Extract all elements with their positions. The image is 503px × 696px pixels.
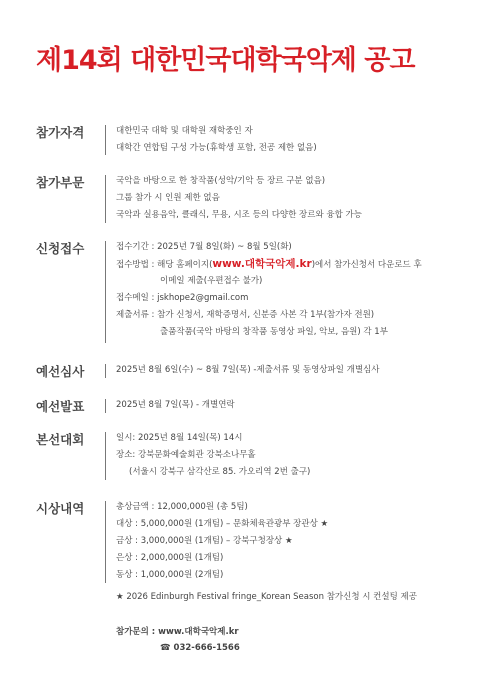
section-label: 시상내역 (36, 501, 85, 516)
text-line: 그룹 참가 시 인원 제한 없음 (116, 193, 220, 203)
divider (105, 241, 106, 343)
application-docs: 제출서류 : 참가 신청서, 재학증명서, 신분증 사본 각 1부(참가자 전원) (116, 310, 375, 320)
section-content (116, 239, 422, 341)
section-label: 본선대회 (36, 432, 85, 447)
event-address: (서울시 강북구 삼각산로 85. 가오리역 2번 출구) (129, 467, 311, 477)
section-label: 예선발표 (36, 399, 85, 414)
method-suffix: )에서 참가신청서 다운로드 후 (311, 260, 422, 270)
section-label: 참가부문 (36, 175, 85, 190)
section-label: 참가자격 (36, 125, 85, 140)
homepage-link[interactable]: www.대학국악제.kr (212, 258, 312, 270)
application-period: 접수기간 : 2025년 7월 8일(화) ~ 8월 5일(화) (116, 242, 292, 252)
contact-phone[interactable]: ☎ 032-666-1566 (160, 643, 240, 653)
text-line: 국악과 실용음악, 클래식, 무용, 시조 등의 다양한 장르와 융합 가능 (116, 210, 362, 220)
event-venue: 장소: 강북문화예술회관 강북소나무홀 (116, 450, 256, 460)
application-method-2: 이메일 제출(우편접수 불가) (160, 276, 263, 286)
divider (105, 175, 106, 223)
section-content (116, 499, 328, 584)
event-date: 일시: 2025년 8월 14일(목) 14시 (116, 433, 243, 443)
section-content (116, 123, 317, 157)
fringe-note: ★ 2026 Edinburgh Festival fringe_Korean Season 참가신청 시 컨설팅 제공 (116, 592, 417, 602)
section-content (116, 362, 379, 379)
award-line: 대상 : 5,000,000원 (1개팀) – 문화체육관광부 장관상 ★ (116, 519, 329, 529)
award-line: 동상 : 1,000,000원 (2개팀) (116, 570, 224, 580)
section-label: 신청접수 (36, 241, 85, 256)
section-content (116, 430, 310, 481)
divider (105, 432, 106, 480)
text-line: 2025년 8월 6일(수) ~ 8월 7일(목) -제출서류 및 동영상파일 개별심사 (116, 365, 380, 375)
application-method (116, 256, 422, 273)
divider (105, 125, 106, 155)
application-email: 접수메일 : jskhope2@gmail.com (116, 293, 249, 303)
section-content (116, 397, 235, 414)
page-title: 제14회 대한민국대학국악제 공고 (36, 45, 415, 76)
divider (105, 364, 106, 378)
text-line: 2025년 8월 7일(목) - 개별연락 (116, 400, 235, 410)
section-content (116, 173, 362, 224)
award-line: 은상 : 2,000,000원 (1개팀) (116, 553, 224, 563)
divider (105, 399, 106, 413)
text-line: 대한민국 대학 및 대학원 재학중인 자 (116, 126, 253, 136)
award-line: 총상금액 : 12,000,000원 (총 5팀) (116, 502, 248, 512)
method-prefix: 접수방법 : 해당 홈페이지( (116, 260, 213, 270)
divider (105, 501, 106, 583)
contact-inquiry[interactable]: 참가문의 : www.대학국악제.kr (116, 627, 239, 637)
application-docs-2: 출품작품(국악 바탕의 창작품 동영상 파일, 악보, 음원) 각 1부 (160, 327, 388, 337)
section-label: 예선심사 (36, 364, 85, 379)
award-line: 금상 : 3,000,000원 (1개팀) – 강북구청장상 ★ (116, 536, 293, 546)
text-line: 대학간 연합팀 구성 가능(휴학생 포함, 전공 제한 없음) (116, 143, 317, 153)
text-line: 국악을 바탕으로 한 창작품(성악/기악 등 장르 구분 없음) (116, 176, 326, 186)
